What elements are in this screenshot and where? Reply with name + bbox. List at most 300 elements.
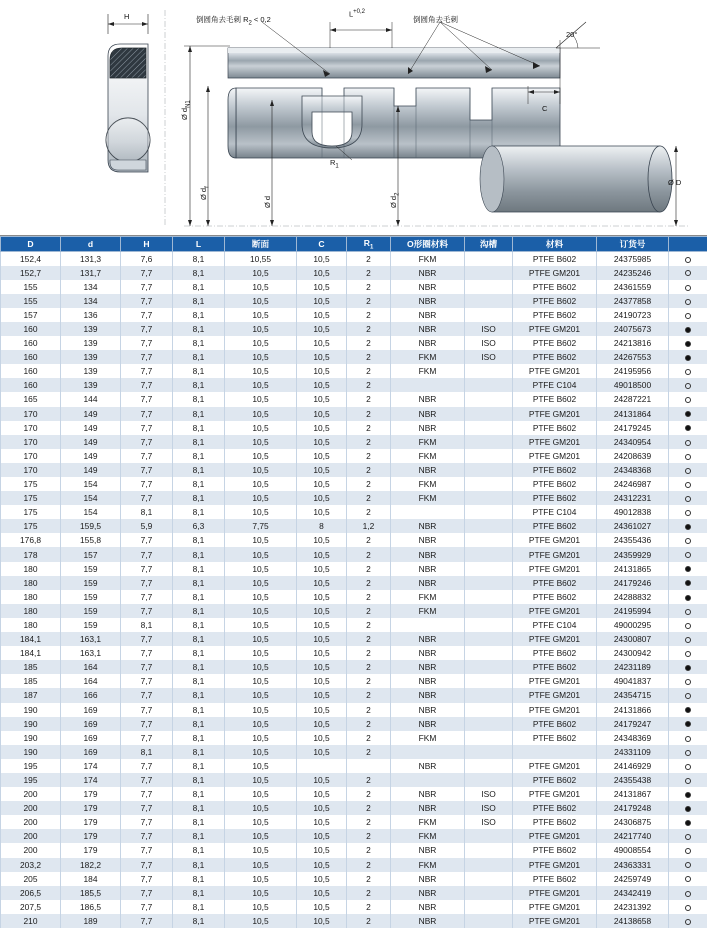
- cell-c5: 10,5: [225, 322, 297, 336]
- table-row: [1, 829, 707, 843]
- cell-c9: [465, 703, 513, 717]
- table-row: [1, 336, 707, 350]
- cell-c11: 24131867: [597, 787, 669, 801]
- availability-marker: [669, 787, 707, 801]
- cell-c5: 10,5: [225, 576, 297, 590]
- cell-c9: [465, 717, 513, 731]
- cell-c4: 8,1: [173, 435, 225, 449]
- cell-c5: 10,5: [225, 505, 297, 519]
- cell-c2: 184: [61, 872, 121, 886]
- cell-c11: 24312231: [597, 491, 669, 505]
- cell-c3: 7,7: [121, 322, 173, 336]
- open-dot-icon: [685, 299, 691, 305]
- open-dot-icon: [685, 637, 691, 643]
- cell-c6: 10,5: [297, 872, 347, 886]
- cell-c2: 149: [61, 463, 121, 477]
- open-dot-icon: [685, 778, 691, 784]
- cell-c5: 10,5: [225, 308, 297, 322]
- open-dot-icon: [685, 891, 691, 897]
- cell-c8: NBR: [391, 280, 465, 294]
- cell-c10: PTFE B602: [513, 519, 597, 533]
- cell-c11: 24195956: [597, 364, 669, 378]
- label-c-dim: C: [542, 104, 548, 113]
- cell-c10: PTFE B602: [513, 308, 597, 322]
- cell-c1: 175: [1, 505, 61, 519]
- table-body: [1, 252, 707, 929]
- cell-c3: 7,7: [121, 872, 173, 886]
- filled-dot-icon: [685, 595, 691, 601]
- cell-c8: NBR: [391, 547, 465, 561]
- table-row: [1, 505, 707, 519]
- cell-c2: 149: [61, 421, 121, 435]
- cell-c10: PTFE B602: [513, 872, 597, 886]
- filled-dot-icon: [685, 792, 691, 798]
- cell-c2: 166: [61, 688, 121, 702]
- filled-dot-icon: [685, 355, 691, 361]
- cell-c9: [465, 547, 513, 561]
- open-dot-icon: [685, 440, 691, 446]
- open-dot-icon: [685, 257, 691, 263]
- cell-c2: 159: [61, 590, 121, 604]
- cell-c7: 2: [347, 407, 391, 421]
- cell-c8: FKM: [391, 350, 465, 364]
- cell-c8: NBR: [391, 421, 465, 435]
- cell-c2: 136: [61, 308, 121, 322]
- cell-c2: 179: [61, 787, 121, 801]
- filled-dot-icon: [685, 524, 691, 530]
- cell-c7: 2: [347, 252, 391, 266]
- cell-c5: 10,5: [225, 364, 297, 378]
- table-row: [1, 533, 707, 547]
- open-dot-icon: [685, 623, 691, 629]
- cell-c11: 24287221: [597, 392, 669, 406]
- cell-c8: [391, 378, 465, 392]
- label-chamfer-note-left: 倒圆角去毛刺 $R_2 < 0,2$: [196, 15, 271, 27]
- table-row: [1, 280, 707, 294]
- open-dot-icon: [685, 693, 691, 699]
- cell-c9: [465, 463, 513, 477]
- cell-c1: 176,8: [1, 533, 61, 547]
- table-row: [1, 632, 707, 646]
- cell-c8: FKM: [391, 491, 465, 505]
- cell-c2: 169: [61, 717, 121, 731]
- availability-marker: [669, 829, 707, 843]
- cell-c3: 8,1: [121, 745, 173, 759]
- table-row: [1, 872, 707, 886]
- cell-c2: 159: [61, 562, 121, 576]
- table-row: [1, 322, 707, 336]
- table-row: [1, 801, 707, 815]
- cell-c5: 10,5: [225, 703, 297, 717]
- cell-c11: 24355436: [597, 533, 669, 547]
- cell-c7: 2: [347, 463, 391, 477]
- table-row: [1, 364, 707, 378]
- cell-c6: 10,5: [297, 688, 347, 702]
- cell-c3: 7,7: [121, 547, 173, 561]
- cell-c4: 8,1: [173, 308, 225, 322]
- cell-c7: 2: [347, 886, 391, 900]
- cell-c7: 2: [347, 322, 391, 336]
- availability-marker: [669, 435, 707, 449]
- cell-c6: 10,5: [297, 604, 347, 618]
- cell-c10: PTFE B602: [513, 392, 597, 406]
- cell-c11: 24267553: [597, 350, 669, 364]
- cell-c4: 8,1: [173, 392, 225, 406]
- label-dia-d: Ø d: [263, 195, 272, 208]
- cell-c2: 155,8: [61, 533, 121, 547]
- cell-c9: [465, 759, 513, 773]
- cell-c10: PTFE GM201: [513, 688, 597, 702]
- cell-c5: 10,5: [225, 731, 297, 745]
- cell-c6: 10,5: [297, 435, 347, 449]
- cell-c4: 8,1: [173, 688, 225, 702]
- cell-c4: 8,1: [173, 477, 225, 491]
- cell-c10: PTFE B602: [513, 773, 597, 787]
- cell-c11: 24348368: [597, 463, 669, 477]
- cell-c9: [465, 505, 513, 519]
- cell-c5: 10,5: [225, 435, 297, 449]
- cell-c1: 170: [1, 463, 61, 477]
- cell-c3: 7,7: [121, 378, 173, 392]
- cell-c2: 149: [61, 449, 121, 463]
- availability-marker: [669, 533, 707, 547]
- cell-c8: NBR: [391, 533, 465, 547]
- open-dot-icon: [685, 862, 691, 868]
- cell-c4: 8,1: [173, 463, 225, 477]
- cell-c3: 7,7: [121, 773, 173, 787]
- cell-c8: [391, 745, 465, 759]
- cell-c2: 179: [61, 815, 121, 829]
- cell-c11: 24231189: [597, 660, 669, 674]
- open-dot-icon: [685, 609, 691, 615]
- cell-c7: 2: [347, 646, 391, 660]
- cell-c1: 160: [1, 350, 61, 364]
- availability-marker: [669, 392, 707, 406]
- cell-c1: 200: [1, 815, 61, 829]
- cell-c7: 2: [347, 745, 391, 759]
- cell-c8: NBR: [391, 632, 465, 646]
- cell-c3: 7,7: [121, 717, 173, 731]
- open-dot-icon: [685, 285, 691, 291]
- cell-c7: 2: [347, 294, 391, 308]
- cell-c2: 149: [61, 435, 121, 449]
- cell-c2: 163,1: [61, 632, 121, 646]
- cell-c5: 10,5: [225, 280, 297, 294]
- label-dia-dn1: Ø $d_{N1}$: [180, 100, 192, 120]
- cell-c10: PTFE B602: [513, 294, 597, 308]
- cell-c7: [347, 759, 391, 773]
- cell-c3: 8,1: [121, 618, 173, 632]
- cell-c8: NBR: [391, 674, 465, 688]
- table-row: [1, 435, 707, 449]
- cell-c9: [465, 731, 513, 745]
- cell-c10: PTFE GM201: [513, 449, 597, 463]
- availability-marker: [669, 801, 707, 815]
- cell-c2: 163,1: [61, 646, 121, 660]
- cell-c9: ISO: [465, 350, 513, 364]
- cell-c9: [465, 674, 513, 688]
- cell-c5: 10,5: [225, 872, 297, 886]
- cell-c2: 134: [61, 294, 121, 308]
- cell-c2: 134: [61, 280, 121, 294]
- cell-c1: 155: [1, 280, 61, 294]
- cell-c2: 169: [61, 731, 121, 745]
- open-dot-icon: [685, 750, 691, 756]
- cell-c4: 8,1: [173, 407, 225, 421]
- table-row: [1, 463, 707, 477]
- cell-c11: 24300807: [597, 632, 669, 646]
- cell-c3: 7,7: [121, 688, 173, 702]
- cell-c8: NBR: [391, 688, 465, 702]
- cell-c9: [465, 280, 513, 294]
- cell-c3: 7,7: [121, 266, 173, 280]
- cell-c10: PTFE GM201: [513, 604, 597, 618]
- cell-c5: 10,5: [225, 618, 297, 632]
- table-row: [1, 477, 707, 491]
- cell-c9: [465, 308, 513, 322]
- cell-c7: 2: [347, 350, 391, 364]
- cell-c6: 10,5: [297, 773, 347, 787]
- cell-c4: 8,1: [173, 745, 225, 759]
- cell-c11: 24300942: [597, 646, 669, 660]
- cell-c5: 10,5: [225, 491, 297, 505]
- cell-c4: 8,1: [173, 491, 225, 505]
- cell-c10: PTFE GM201: [513, 858, 597, 872]
- cell-c1: 175: [1, 519, 61, 533]
- cell-c11: 24348369: [597, 731, 669, 745]
- cell-c10: PTFE GM201: [513, 407, 597, 421]
- cell-c4: 8,1: [173, 632, 225, 646]
- availability-marker: [669, 294, 707, 308]
- cell-c5: 10,5: [225, 787, 297, 801]
- column-header-4: L: [173, 237, 225, 252]
- label-h-dim: H: [124, 12, 130, 21]
- cell-c10: PTFE GM201: [513, 900, 597, 914]
- filled-dot-icon: [685, 580, 691, 586]
- availability-marker: [669, 576, 707, 590]
- cell-c7: 2: [347, 280, 391, 294]
- cell-c2: 144: [61, 392, 121, 406]
- filled-dot-icon: [685, 721, 691, 727]
- cell-c2: 157: [61, 547, 121, 561]
- open-dot-icon: [685, 736, 691, 742]
- cell-c2: 159: [61, 576, 121, 590]
- cell-c6: 10,5: [297, 350, 347, 364]
- availability-marker: [669, 858, 707, 872]
- table-row: [1, 350, 707, 364]
- cell-c1: 205: [1, 872, 61, 886]
- cell-c10: PTFE C104: [513, 378, 597, 392]
- cell-c5: 10,5: [225, 674, 297, 688]
- cell-c7: 2: [347, 773, 391, 787]
- cell-c2: 159: [61, 604, 121, 618]
- cell-c2: 139: [61, 336, 121, 350]
- cell-c4: 8,1: [173, 421, 225, 435]
- cell-c1: 180: [1, 604, 61, 618]
- table-row: [1, 407, 707, 421]
- cell-c10: [513, 745, 597, 759]
- filled-dot-icon: [685, 820, 691, 826]
- label-dia-D: Ø D: [668, 178, 682, 187]
- cell-c1: 170: [1, 421, 61, 435]
- cell-c11: 24131864: [597, 407, 669, 421]
- cell-c10: PTFE B602: [513, 717, 597, 731]
- cell-c9: [465, 562, 513, 576]
- cell-c7: 2: [347, 435, 391, 449]
- cell-c1: 175: [1, 491, 61, 505]
- cell-c7: 2: [347, 547, 391, 561]
- cell-c5: 10,5: [225, 646, 297, 660]
- cell-c9: [465, 618, 513, 632]
- cell-c4: 8,1: [173, 252, 225, 266]
- table-row: [1, 745, 707, 759]
- availability-marker: [669, 449, 707, 463]
- cell-c9: [465, 886, 513, 900]
- cell-c7: 2: [347, 378, 391, 392]
- filled-dot-icon: [685, 327, 691, 333]
- availability-marker: [669, 350, 707, 364]
- open-dot-icon: [685, 369, 691, 375]
- cell-c6: 10,5: [297, 364, 347, 378]
- cell-c1: 190: [1, 703, 61, 717]
- availability-marker: [669, 336, 707, 350]
- cell-c5: 10,5: [225, 858, 297, 872]
- cell-c4: 8,1: [173, 336, 225, 350]
- cell-c5: 10,5: [225, 660, 297, 674]
- open-dot-icon: [685, 482, 691, 488]
- cell-c8: FKM: [391, 590, 465, 604]
- cell-c8: NBR: [391, 576, 465, 590]
- cell-c8: NBR: [391, 759, 465, 773]
- filled-dot-icon: [685, 665, 691, 671]
- cell-c10: PTFE B602: [513, 477, 597, 491]
- cell-c9: [465, 435, 513, 449]
- cell-c1: 157: [1, 308, 61, 322]
- cell-c1: 160: [1, 364, 61, 378]
- availability-marker: [669, 364, 707, 378]
- availability-marker: [669, 590, 707, 604]
- label-angle: 20°: [566, 30, 578, 39]
- cell-c1: 200: [1, 843, 61, 857]
- filled-dot-icon: [685, 341, 691, 347]
- table-row: [1, 491, 707, 505]
- cell-c11: 24190723: [597, 308, 669, 322]
- cell-c5: 10,5: [225, 421, 297, 435]
- cell-c10: PTFE B602: [513, 590, 597, 604]
- cell-c7: 2: [347, 392, 391, 406]
- cell-c7: 2: [347, 618, 391, 632]
- cell-c3: 7,7: [121, 886, 173, 900]
- cell-c7: 2: [347, 703, 391, 717]
- cell-c10: PTFE C104: [513, 618, 597, 632]
- cell-c4: 8,1: [173, 547, 225, 561]
- filled-dot-icon: [685, 411, 691, 417]
- cell-c2: 185,5: [61, 886, 121, 900]
- cell-c6: 10,5: [297, 421, 347, 435]
- cell-c8: NBR: [391, 392, 465, 406]
- cell-c4: 8,1: [173, 717, 225, 731]
- cell-c6: 10,5: [297, 322, 347, 336]
- table-row: [1, 519, 707, 533]
- cell-c8: NBR: [391, 322, 465, 336]
- cell-c2: 164: [61, 660, 121, 674]
- cell-c5: 10,5: [225, 294, 297, 308]
- cell-c11: 24146929: [597, 759, 669, 773]
- cell-c3: 7,7: [121, 392, 173, 406]
- cell-c11: 24354715: [597, 688, 669, 702]
- cell-c5: 10,5: [225, 562, 297, 576]
- cell-c8: NBR: [391, 562, 465, 576]
- cell-c5: 10,5: [225, 688, 297, 702]
- availability-marker: [669, 477, 707, 491]
- cell-c10: PTFE GM201: [513, 562, 597, 576]
- cell-c4: 8,1: [173, 660, 225, 674]
- availability-marker: [669, 618, 707, 632]
- cell-c1: 160: [1, 336, 61, 350]
- cell-c6: 8: [297, 519, 347, 533]
- availability-marker: [669, 773, 707, 787]
- cell-c6: 10,5: [297, 618, 347, 632]
- cell-c7: 2: [347, 533, 391, 547]
- availability-marker: [669, 562, 707, 576]
- label-dia-df: Ø $d_f$: [199, 186, 211, 200]
- column-header-6: C: [297, 237, 347, 252]
- cell-c8: NBR: [391, 914, 465, 928]
- cell-c6: 10,5: [297, 646, 347, 660]
- cell-c8: NBR: [391, 717, 465, 731]
- cell-c5: 10,5: [225, 266, 297, 280]
- cell-c7: 2: [347, 717, 391, 731]
- cell-c4: 8,1: [173, 294, 225, 308]
- availability-marker: [669, 604, 707, 618]
- open-dot-icon: [685, 876, 691, 882]
- cell-c8: FKM: [391, 858, 465, 872]
- cell-c8: FKM: [391, 731, 465, 745]
- cell-c1: 207,5: [1, 900, 61, 914]
- cell-c11: 24195994: [597, 604, 669, 618]
- cell-c11: 24363331: [597, 858, 669, 872]
- cell-c2: 154: [61, 491, 121, 505]
- cell-c4: 8,1: [173, 533, 225, 547]
- cell-c10: PTFE B602: [513, 336, 597, 350]
- cell-c4: 8,1: [173, 674, 225, 688]
- cell-c8: FKM: [391, 829, 465, 843]
- cell-c7: 2: [347, 562, 391, 576]
- cell-c3: 7,7: [121, 463, 173, 477]
- cell-c11: 24342419: [597, 886, 669, 900]
- cell-c4: 8,1: [173, 646, 225, 660]
- cell-c7: 2: [347, 632, 391, 646]
- cell-c9: [465, 392, 513, 406]
- cell-c9: [465, 843, 513, 857]
- cell-c9: [465, 378, 513, 392]
- cell-c10: PTFE GM201: [513, 435, 597, 449]
- column-header-5: 断面: [225, 237, 297, 252]
- cell-c10: PTFE B602: [513, 801, 597, 815]
- cell-c4: 8,1: [173, 378, 225, 392]
- cell-c4: 8,1: [173, 900, 225, 914]
- cell-c1: 200: [1, 787, 61, 801]
- cell-c8: FKM: [391, 252, 465, 266]
- cell-c3: 7,7: [121, 435, 173, 449]
- cell-c10: PTFE GM201: [513, 632, 597, 646]
- table-row: [1, 703, 707, 717]
- cell-c7: 2: [347, 364, 391, 378]
- table-row: [1, 717, 707, 731]
- cell-c3: 7,7: [121, 294, 173, 308]
- cell-c7: 2: [347, 674, 391, 688]
- cell-c6: 10,5: [297, 590, 347, 604]
